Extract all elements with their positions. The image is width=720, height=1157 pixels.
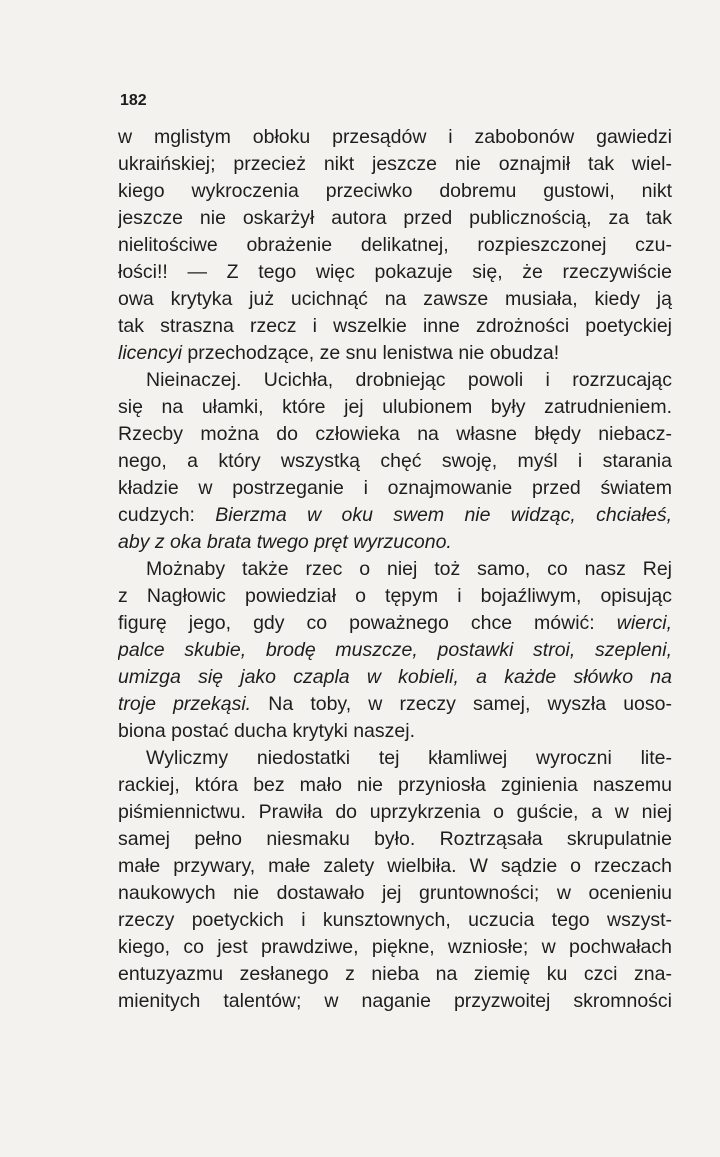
text-line: z Nagłowic powiedział o tępym i bojaźliwym, opisując xyxy=(118,585,672,607)
italic-text: wierci, xyxy=(616,612,672,634)
text-line: łości!! — Z tego więc pokazuje się, że rzeczywiście xyxy=(118,261,672,283)
text-line: Nieinaczej. Ucichła, drobniejąc powoli i rozrzucając xyxy=(146,369,672,391)
italic-text: umizga się jako czapla w kobieli, a każde słówko na xyxy=(118,666,672,688)
text-line: piśmiennictwu. Prawiła do uprzykrzenia o guście, a w niej xyxy=(118,801,672,823)
plain-text: cudzych: xyxy=(118,504,216,526)
text-line xyxy=(118,529,672,556)
text-line xyxy=(118,502,672,529)
italic-text: licencyi xyxy=(118,342,182,364)
text-line: kiego wykroczenia przeciwko dobremu gustowi, nikt xyxy=(118,180,672,202)
text-line xyxy=(118,340,672,367)
text-line: samej pełno niesmaku było. Roztrząsała skrupulatnie xyxy=(118,828,672,850)
text-line: rackiej, która bez mało nie przyniosła zginienia naszemu xyxy=(118,774,672,796)
text-line: ukraińskiej; przecież nikt jeszcze nie oznajmił tak wiel- xyxy=(118,153,672,175)
text-line: owa krytyka już ucichnąć na zawsze musiała, kiedy ją xyxy=(118,288,672,310)
text-line xyxy=(118,691,672,718)
plain-text: przechodzące, ze snu lenistwa nie obudza! xyxy=(181,342,560,364)
text-line: Możnaby także rzec o niej toż samo, co nasz Rej xyxy=(146,558,672,580)
text-line: małe przywary, małe zalety wielbiła. W sądzie o rzeczach xyxy=(118,855,672,877)
italic-text: aby z oka brata twego pręt wyrzucono. xyxy=(118,531,452,553)
plain-text: figurę jego, gdy co poważnego chce mówić: xyxy=(118,612,617,634)
text-line: Rzecby można do człowieka na własne błędy niebacz- xyxy=(118,423,672,445)
text-line: kładzie w postrzeganie i oznajmowanie przed światem xyxy=(118,477,672,499)
text-line: nielitościwe obrażenie delikatnej, rozpieszczonej czu- xyxy=(118,234,672,256)
text-line: w mglistym obłoku przesądów i zabobonów gawiedzi xyxy=(118,126,672,148)
text-line: naukowych nie dostawało jej gruntowności; w ocenieniu xyxy=(118,882,672,904)
italic-text: Bierzma w oku swem nie widząc, chciałeś, xyxy=(215,504,672,526)
text-line: biona postać ducha krytyki naszej. xyxy=(118,720,415,742)
italic-text: palce skubie, brodę muszcze, postawki stroi, szepleni, xyxy=(118,639,672,661)
text-line: nego, a który wszystką chęć swoję, myśl i starania xyxy=(118,450,672,472)
text-line: tak straszna rzecz i wszelkie inne zdrożności poetyckiej xyxy=(118,315,672,337)
plain-text: Na toby, w rzeczy samej, wyszła uoso- xyxy=(251,693,672,715)
text-line: się na ułamki, które jej ulubionem były zatrudnieniem. xyxy=(118,396,672,418)
italic-text: troje przekąsi. xyxy=(118,693,252,715)
text-line xyxy=(118,637,672,664)
text-line xyxy=(118,664,672,691)
text-line: jeszcze nie oskarżył autora przed publicznością, za tak xyxy=(118,207,672,229)
text-line: entuzyazmu zesłanego z nieba na ziemię ku czci zna- xyxy=(118,963,672,985)
text-line: mienitych talentów; w naganie przyzwoitej skromności xyxy=(118,990,672,1012)
body-text xyxy=(118,124,672,1015)
page-number: 182 xyxy=(120,92,147,109)
text-line: Wyliczmy niedostatki tej kłamliwej wyroczni lite- xyxy=(146,747,672,769)
text-line: rzeczy poetyckich i kunsztownych, uczucia tego wszyst- xyxy=(118,909,672,931)
text-line xyxy=(118,610,672,637)
text-line: kiego, co jest prawdziwe, piękne, wzniosłe; w pochwałach xyxy=(118,936,672,958)
